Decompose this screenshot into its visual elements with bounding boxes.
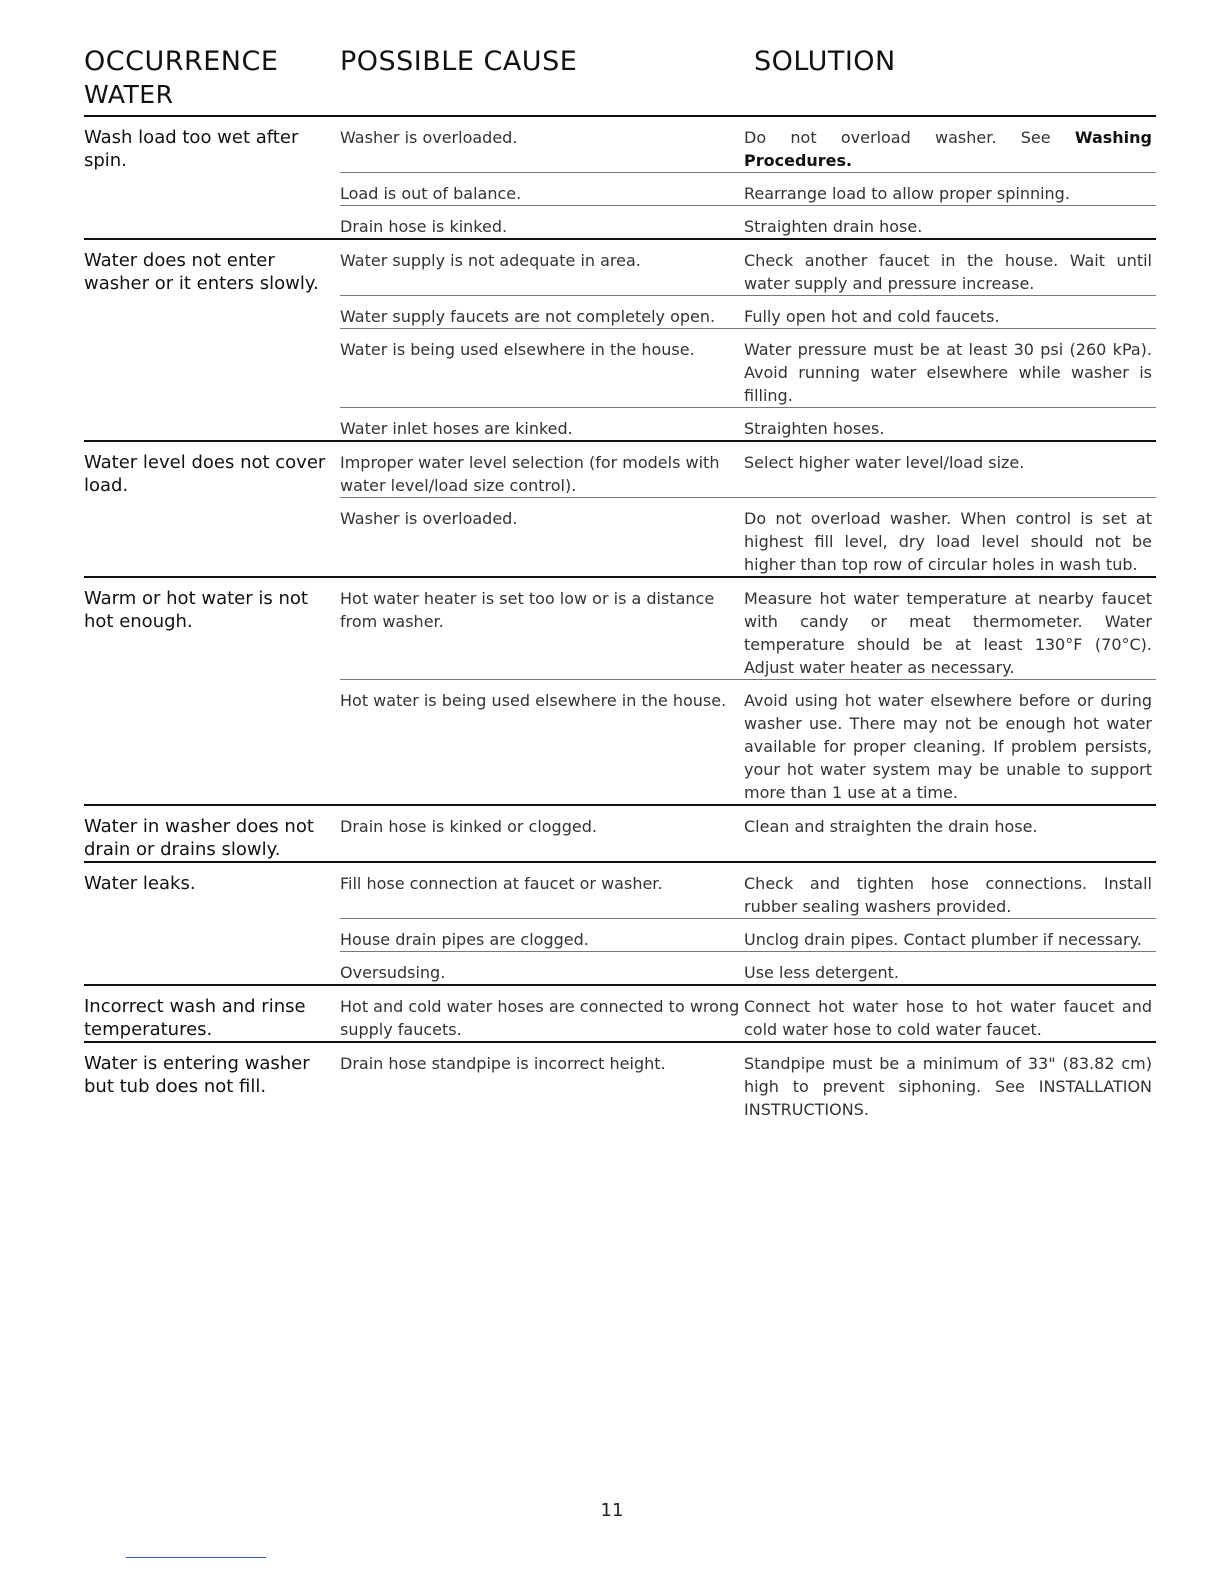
section-title: WATER bbox=[84, 80, 174, 109]
header-possible-cause: POSSIBLE CAUSE bbox=[340, 46, 578, 77]
cause-row bbox=[340, 328, 1156, 407]
solution-text: Select higher water level/load size. bbox=[744, 453, 1025, 472]
occurrence-text: Wash load too wet after spin. bbox=[84, 127, 299, 171]
cause-row bbox=[340, 918, 1156, 951]
cause-row bbox=[340, 497, 1156, 576]
cause-text: Improper water level selection (for models with water level/load size control). bbox=[340, 453, 720, 495]
occurrence-text: Water level does not cover load. bbox=[84, 452, 326, 496]
solution-cell bbox=[744, 1043, 1152, 1121]
cause-row bbox=[340, 951, 1156, 984]
solution-text: Check and tighten hose connections. Install rubber sealing washers provided. bbox=[744, 874, 1152, 916]
problem-group bbox=[84, 804, 1156, 861]
cause-solution-list bbox=[340, 863, 1156, 984]
solution-text: Do not overload washer. See bbox=[744, 128, 1075, 147]
solution-text: Avoid using hot water elsewhere before or during washer use. There may not be enough hot water available for proper cleaning. If problem persists, your hot water system may be unable to support more than 1 use at a time. bbox=[744, 691, 1152, 802]
solution-cell bbox=[744, 986, 1152, 1041]
cause-row bbox=[340, 578, 1156, 679]
solution-text: Straighten hoses. bbox=[744, 419, 885, 438]
solution-text: Do not overload washer. When control is set at highest fill level, dry load level should not be higher than top row of circular holes in wash tub. bbox=[744, 509, 1152, 574]
solution-text: Connect hot water hose to hot water faucet and cold water hose to cold water faucet. bbox=[744, 997, 1152, 1039]
cause-text: Drain hose is kinked or clogged. bbox=[340, 817, 597, 836]
cause-text: Water supply is not adequate in area. bbox=[340, 251, 641, 270]
solution-reference: Washing Procedures. bbox=[744, 128, 1152, 170]
solution-cell bbox=[744, 578, 1152, 679]
cause-row bbox=[340, 205, 1156, 238]
cause-solution-list bbox=[340, 442, 1156, 576]
header-occurrence: OCCURRENCE bbox=[84, 46, 279, 77]
problem-group bbox=[84, 238, 1156, 440]
solution-cell bbox=[744, 117, 1152, 172]
solution-text: Rearrange load to allow proper spinning. bbox=[744, 184, 1070, 203]
cause-row bbox=[340, 117, 1156, 172]
cause-text: House drain pipes are clogged. bbox=[340, 930, 589, 949]
page-number: 11 bbox=[600, 1500, 624, 1521]
cause-solution-list bbox=[340, 117, 1156, 238]
occurrence-text: Water is entering washer but tub does not fill. bbox=[84, 1053, 310, 1097]
cause-solution-list bbox=[340, 806, 1156, 861]
cause-row bbox=[340, 240, 1156, 295]
occurrence-text: Water does not enter washer or it enters slowly. bbox=[84, 250, 319, 294]
solution-cell bbox=[744, 863, 1152, 918]
cause-text: Drain hose is kinked. bbox=[340, 217, 508, 236]
problem-group bbox=[84, 1041, 1156, 1121]
cause-row bbox=[340, 407, 1156, 440]
footer-rule bbox=[126, 1557, 266, 1558]
cause-row bbox=[340, 442, 1156, 497]
solution-cell bbox=[744, 919, 1152, 951]
problem-group bbox=[84, 115, 1156, 238]
solution-text: Use less detergent. bbox=[744, 963, 899, 982]
cause-row bbox=[340, 806, 1156, 838]
solution-cell bbox=[744, 408, 1152, 440]
solution-cell bbox=[744, 206, 1152, 238]
cause-text: Load is out of balance. bbox=[340, 184, 522, 203]
table-headers bbox=[84, 0, 1156, 115]
occurrence-text: Water leaks. bbox=[84, 873, 196, 894]
cause-text: Water inlet hoses are kinked. bbox=[340, 419, 573, 438]
cause-solution-list bbox=[340, 240, 1156, 440]
solution-text: Standpipe must be a minimum of 33" (83.82 cm) high to prevent siphoning. See INSTALLATION INSTRUCTIONS. bbox=[744, 1054, 1152, 1119]
cause-text: Water is being used elsewhere in the house. bbox=[340, 340, 695, 359]
solution-cell bbox=[744, 296, 1152, 328]
cause-row bbox=[340, 295, 1156, 328]
solution-text: Clean and straighten the drain hose. bbox=[744, 817, 1038, 836]
solution-text: Check another faucet in the house. Wait until water supply and pressure increase. bbox=[744, 251, 1152, 293]
troubleshooting-table bbox=[84, 115, 1156, 1121]
cause-text: Washer is overloaded. bbox=[340, 128, 518, 147]
solution-cell bbox=[744, 498, 1152, 576]
cause-text: Fill hose connection at faucet or washer. bbox=[340, 874, 663, 893]
problem-group bbox=[84, 861, 1156, 984]
cause-solution-list bbox=[340, 1043, 1156, 1121]
cause-text: Water supply faucets are not completely open. bbox=[340, 307, 716, 326]
header-solution: SOLUTION bbox=[754, 46, 896, 77]
solution-text: Measure hot water temperature at nearby faucet with candy or meat thermometer. Water temperature should be at least 130°F (70°C). Adjust water heater as necessary. bbox=[744, 589, 1152, 677]
cause-row bbox=[340, 679, 1156, 804]
occurrence-text: Water in washer does not drain or drains slowly. bbox=[84, 816, 314, 860]
solution-cell bbox=[744, 240, 1152, 295]
cause-text: Oversudsing. bbox=[340, 963, 446, 982]
solution-cell bbox=[744, 442, 1152, 497]
solution-text: Straighten drain hose. bbox=[744, 217, 923, 236]
occurrence-text: Incorrect wash and rinse temperatures. bbox=[84, 996, 306, 1040]
cause-row bbox=[340, 172, 1156, 205]
cause-row bbox=[340, 1043, 1156, 1121]
solution-cell bbox=[744, 173, 1152, 205]
problem-group bbox=[84, 984, 1156, 1041]
cause-text: Drain hose standpipe is incorrect height. bbox=[340, 1054, 666, 1073]
troubleshooting-page bbox=[84, 0, 1156, 1121]
cause-solution-list bbox=[340, 578, 1156, 804]
cause-text: Hot water heater is set too low or is a distance from washer. bbox=[340, 589, 715, 631]
cause-text: Hot water is being used elsewhere in the house. bbox=[340, 691, 727, 710]
solution-cell bbox=[744, 952, 1152, 984]
problem-group bbox=[84, 576, 1156, 804]
cause-row bbox=[340, 986, 1156, 1041]
solution-cell bbox=[744, 806, 1152, 838]
solution-text: Unclog drain pipes. Contact plumber if necessary. bbox=[744, 930, 1142, 949]
cause-text: Washer is overloaded. bbox=[340, 509, 518, 528]
solution-text: Fully open hot and cold faucets. bbox=[744, 307, 1000, 326]
cause-text: Hot and cold water hoses are connected to wrong supply faucets. bbox=[340, 997, 740, 1039]
solution-text: Water pressure must be at least 30 psi (260 kPa). Avoid running water elsewhere while washer is filling. bbox=[744, 340, 1152, 405]
problem-group bbox=[84, 440, 1156, 576]
occurrence-text: Warm or hot water is not hot enough. bbox=[84, 588, 308, 632]
solution-cell bbox=[744, 329, 1152, 407]
solution-cell bbox=[744, 680, 1152, 804]
cause-solution-list bbox=[340, 986, 1156, 1041]
cause-row bbox=[340, 863, 1156, 918]
